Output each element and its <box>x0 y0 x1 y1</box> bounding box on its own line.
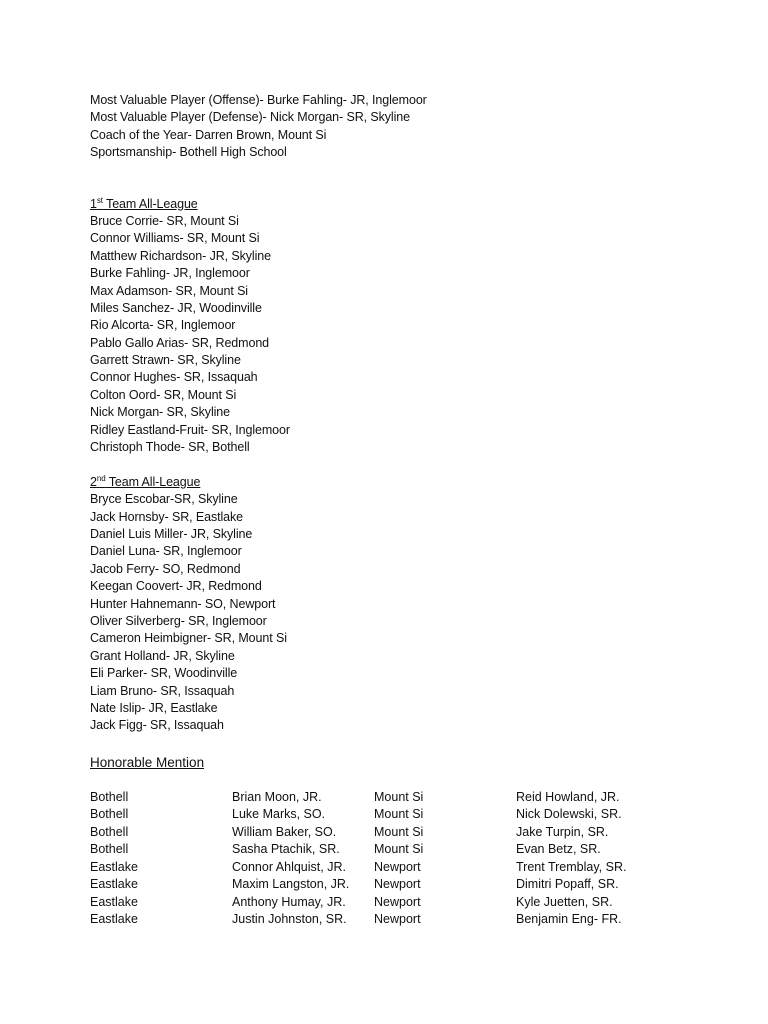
table-row <box>90 806 676 823</box>
table-row <box>90 824 676 841</box>
hm-school-cell: Eastlake <box>90 894 138 909</box>
hm-player-cell: Kyle Juetten, SR. <box>516 894 613 909</box>
hm-player-cell: Justin Johnston, SR. <box>232 911 347 926</box>
honorable-mention-heading: Honorable Mention <box>90 755 205 771</box>
heading-number: 2 <box>90 474 97 489</box>
player-entry: Grant Holland- JR, Skyline <box>90 648 235 663</box>
player-entry: Bruce Corrie- SR, Mount Si <box>90 213 239 228</box>
hm-player-cell: Benjamin Eng- FR. <box>516 911 622 926</box>
heading-text: Team All-League <box>102 196 198 211</box>
honorable-mention-table <box>90 789 676 928</box>
hm-school-cell: Mount Si <box>374 790 424 805</box>
player-entry: Miles Sanchez- JR, Woodinville <box>90 300 262 315</box>
document-page <box>90 92 730 928</box>
table-row <box>90 911 676 928</box>
player-entry: Jacob Ferry- SO, Redmond <box>90 561 241 576</box>
player-entry: Christoph Thode- SR, Bothell <box>90 440 250 455</box>
award-offense-mvp: Most Valuable Player (Offense)- Burke Fahling- JR, Inglemoor <box>90 93 427 107</box>
second-team-section <box>90 474 730 735</box>
first-team-list <box>90 213 730 456</box>
player-entry: Rio Alcorta- SR, Inglemoor <box>90 318 236 333</box>
player-entry: Daniel Luis Miller- JR, Skyline <box>90 526 253 541</box>
player-entry: Jack Figg- SR, Issaquah <box>90 718 224 733</box>
player-entry: Oliver Silverberg- SR, Inglemoor <box>90 613 267 628</box>
hm-player-cell: Evan Betz, SR. <box>516 842 601 857</box>
player-entry: Liam Bruno- SR, Issaquah <box>90 683 235 698</box>
heading-number: 1 <box>90 196 97 211</box>
hm-school-cell: Bothell <box>90 824 129 839</box>
player-entry: Ridley Eastland-Fruit- SR, Inglemoor <box>90 422 290 437</box>
second-team-list <box>90 491 730 734</box>
hm-player-cell: Maxim Langston, JR. <box>232 877 350 892</box>
hm-player-cell: Dimitri Popaff, SR. <box>516 877 619 892</box>
player-entry: Keegan Coovert- JR, Redmond <box>90 579 262 594</box>
hm-school-cell: Bothell <box>90 790 129 805</box>
player-entry: Pablo Gallo Arias- SR, Redmond <box>90 335 270 350</box>
hm-player-cell: Luke Marks, SO. <box>232 807 326 822</box>
awards-list <box>90 92 730 162</box>
spacer <box>90 162 730 196</box>
hm-school-cell: Newport <box>374 859 421 874</box>
player-entry: Matthew Richardson- JR, Skyline <box>90 248 271 263</box>
hm-player-cell: Reid Howland, JR. <box>516 790 620 805</box>
award-defense-mvp: Most Valuable Player (Defense)- Nick Morgan- SR, Skyline <box>90 110 410 125</box>
hm-school-cell: Bothell <box>90 807 129 822</box>
hm-school-cell: Eastlake <box>90 911 138 926</box>
hm-school-cell: Mount Si <box>374 807 424 822</box>
player-entry: Hunter Hahnemann- SO, Newport <box>90 596 276 611</box>
hm-school-cell: Newport <box>374 877 421 892</box>
heading-ordinal: st <box>96 195 103 205</box>
award-sportsmanship: Sportsmanship- Bothell High School <box>90 145 287 160</box>
hm-player-cell: Nick Dolewski, SR. <box>516 807 622 822</box>
hm-school-cell: Eastlake <box>90 877 138 892</box>
player-entry: Eli Parker- SR, Woodinville <box>90 666 238 681</box>
hm-school-cell: Newport <box>374 894 421 909</box>
player-entry: Burke Fahling- JR, Inglemoor <box>90 266 250 281</box>
table-row <box>90 789 676 806</box>
hm-school-cell: Newport <box>374 911 421 926</box>
hm-school-cell: Mount Si <box>374 824 424 839</box>
heading-ordinal: nd <box>96 473 106 483</box>
hm-school-cell: Eastlake <box>90 859 138 874</box>
table-row <box>90 841 676 858</box>
second-team-heading <box>90 474 730 491</box>
table-row <box>90 894 676 911</box>
hm-player-cell: Connor Ahlquist, JR. <box>232 859 346 874</box>
player-entry: Nate Islip- JR, Eastlake <box>90 700 218 715</box>
player-entry: Nick Morgan- SR, Skyline <box>90 405 231 420</box>
first-team-section <box>90 196 730 457</box>
spacer <box>90 735 730 752</box>
hm-player-cell: Jake Turpin, SR. <box>516 824 609 839</box>
player-entry: Daniel Luna- SR, Inglemoor <box>90 544 242 559</box>
heading-text: Team All-League <box>105 474 201 489</box>
hm-school-cell: Mount Si <box>374 842 424 857</box>
honorable-mention-section <box>90 754 730 928</box>
award-coach-of-year: Coach of the Year- Darren Brown, Mount Si <box>90 127 327 142</box>
player-entry: Max Adamson- SR, Mount Si <box>90 283 248 298</box>
hm-school-cell: Bothell <box>90 842 129 857</box>
table-row <box>90 876 676 893</box>
player-entry: Connor Williams- SR, Mount Si <box>90 231 260 246</box>
player-entry: Cameron Heimbigner- SR, Mount Si <box>90 631 287 646</box>
table-row <box>90 859 676 876</box>
hm-player-cell: Sasha Ptachik, SR. <box>232 842 340 857</box>
player-entry: Bryce Escobar-SR, Skyline <box>90 492 238 507</box>
player-entry: Garrett Strawn- SR, Skyline <box>90 353 241 368</box>
hm-player-cell: Anthony Humay, JR. <box>232 894 346 909</box>
hm-player-cell: William Baker, SO. <box>232 824 337 839</box>
player-entry: Colton Oord- SR, Mount Si <box>90 387 237 402</box>
player-entry: Connor Hughes- SR, Issaquah <box>90 370 258 385</box>
player-entry: Jack Hornsby- SR, Eastlake <box>90 509 244 524</box>
hm-player-cell: Trent Tremblay, SR. <box>516 859 627 874</box>
first-team-heading <box>90 196 730 213</box>
spacer <box>90 456 730 473</box>
hm-player-cell: Brian Moon, JR. <box>232 790 322 805</box>
